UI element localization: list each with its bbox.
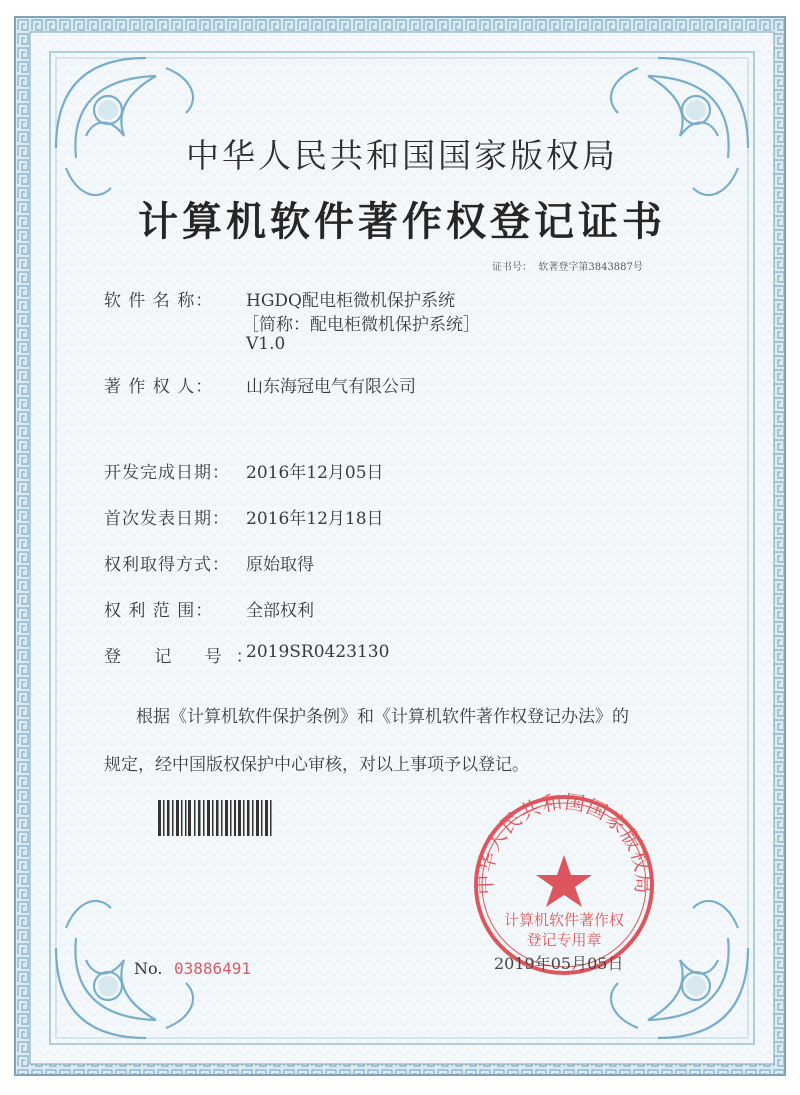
- software-version: V1.0: [246, 334, 286, 354]
- certificate-number-label: 证书号：: [492, 262, 532, 273]
- copyright-owner-label: 著 作 权 人：: [104, 377, 214, 397]
- statement-line-1: 根据《计算机软件保护条例》和《计算机软件著作权登记办法》的: [136, 707, 629, 727]
- software-name-value: HGDQ配电柜微机保护系统: [246, 291, 455, 311]
- copyright-owner-value: 山东海冠电气有限公司: [246, 377, 416, 397]
- publication-date-value: 2016年12月18日: [246, 509, 384, 529]
- certificate: [14, 16, 786, 1076]
- certificate-number: [492, 258, 643, 273]
- seal-inner-line-1: 计算机软件著作权: [503, 911, 625, 929]
- certificate-number-value: 软著登字第3843887号: [538, 262, 643, 273]
- acquisition-method-label: 权利取得方式：: [104, 555, 230, 575]
- completion-date-value: 2016年12月05日: [246, 463, 384, 483]
- statement-line-2: 规定，经中国版权保护中心审核，对以上事项予以登记。: [104, 755, 529, 775]
- seal-date: 2019年05月05日: [494, 954, 624, 973]
- registration-number-label: 登 记 号：: [104, 647, 267, 667]
- registration-number-value: 2019SR0423130: [246, 642, 390, 662]
- seal-outer-text: 中华人民共和国国家版权局: [472, 789, 656, 896]
- acquisition-method-value: 原始取得: [246, 555, 314, 575]
- serial-number: 03886491: [174, 959, 252, 978]
- issuing-organization: 中华人民共和国国家版权局: [186, 136, 618, 175]
- software-short-name: ［简称：配电柜微机保护系统］: [242, 315, 480, 335]
- serial-label: No.: [134, 959, 163, 978]
- seal-inner-line-2: 登记专用章: [526, 931, 602, 949]
- rights-scope-label: 权 利 范 围：: [104, 601, 214, 621]
- software-name-label: 软 件 名 称：: [104, 291, 214, 311]
- certificate-title: 计算机软件著作权登记证书: [138, 198, 666, 245]
- publication-date-label: 首次发表日期：: [104, 509, 230, 529]
- rights-scope-value: 全部权利: [246, 601, 314, 621]
- completion-date-label: 开发完成日期：: [104, 463, 230, 483]
